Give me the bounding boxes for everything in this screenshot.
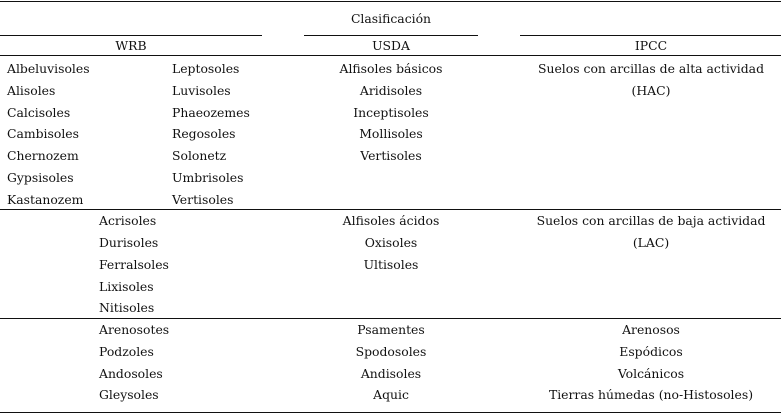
ipcc-cell: Suelos con arcillas de alta actividad — [537, 61, 765, 76]
wrb-cell: Umbrisoles — [172, 170, 244, 185]
usda-cell: Aridisoles — [359, 83, 423, 98]
wrb-cell: Lixisoles — [99, 279, 154, 294]
wrb-cell: Alisoles — [7, 83, 56, 98]
wrb-cell: Ferralsoles — [99, 257, 169, 272]
ipcc-cell: (LAC) — [632, 235, 670, 250]
wrb-cell: Vertisoles — [172, 192, 234, 207]
wrb-cell: Cambisoles — [7, 126, 79, 141]
ipcc-cell: Volcánicos — [617, 366, 685, 381]
ipcc-cell: Tierras húmedas (no-Histosoles) — [548, 387, 754, 402]
wrb-cell: Solonetz — [172, 148, 227, 163]
table-top-rule — [0, 1, 781, 2]
wrb-cell: Arenosotes — [99, 322, 170, 337]
wrb-cell: Calcisoles — [7, 105, 71, 120]
usda-cell: Andisoles — [360, 366, 422, 381]
wrb-cell: Gleysoles — [99, 387, 159, 402]
table-bottom-rule — [0, 412, 781, 413]
usda-cell: Ultisoles — [363, 257, 419, 272]
usda-cell: Vertisoles — [360, 148, 422, 163]
usda-cell: Oxisoles — [364, 235, 418, 250]
wrb-cell: Leptosoles — [172, 61, 240, 76]
wrb-cell: Durisoles — [99, 235, 159, 250]
ipcc-cell: (HAC) — [631, 83, 671, 98]
wrb-cell: Kastanozem — [7, 192, 84, 207]
group-header: Clasificación — [350, 11, 432, 26]
usda-cell: Mollisoles — [359, 126, 423, 141]
ipcc-cell: Arenosos — [622, 322, 680, 337]
group2-bottom-rule — [0, 318, 781, 319]
column-header-ipcc: IPCC — [634, 38, 668, 53]
usda-cell: Psamentes — [357, 322, 425, 337]
wrb-cell: Podzoles — [99, 344, 154, 359]
usda-cell: Spodosoles — [355, 344, 427, 359]
wrb-cell: Andosoles — [99, 366, 163, 381]
group1-bottom-rule — [0, 209, 781, 210]
ipcc-header-rule — [520, 35, 781, 36]
usda-cell: Inceptisoles — [353, 105, 429, 120]
column-header-bottom-rule — [0, 55, 781, 56]
column-header-wrb: WRB — [115, 38, 147, 53]
ipcc-cell: Suelos con arcillas de baja actividad — [536, 213, 766, 228]
wrb-cell: Nitisoles — [99, 300, 155, 315]
wrb-cell: Phaeozemes — [172, 105, 250, 120]
wrb-cell: Luvisoles — [172, 83, 231, 98]
ipcc-cell: Espódicos — [619, 344, 683, 359]
wrb-cell: Regosoles — [172, 126, 236, 141]
usda-cell: Aquic — [373, 387, 409, 402]
usda-cell: Alfisoles básicos — [339, 61, 443, 76]
wrb-cell: Gypsisoles — [7, 170, 74, 185]
wrb-cell: Chernozem — [7, 148, 79, 163]
usda-header-rule — [304, 35, 478, 36]
wrb-cell: Acrisoles — [99, 213, 157, 228]
usda-cell: Alfisoles ácidos — [342, 213, 440, 228]
wrb-header-rule — [0, 35, 262, 36]
wrb-cell: Albeluvisoles — [7, 61, 90, 76]
column-header-usda: USDA — [372, 38, 410, 53]
